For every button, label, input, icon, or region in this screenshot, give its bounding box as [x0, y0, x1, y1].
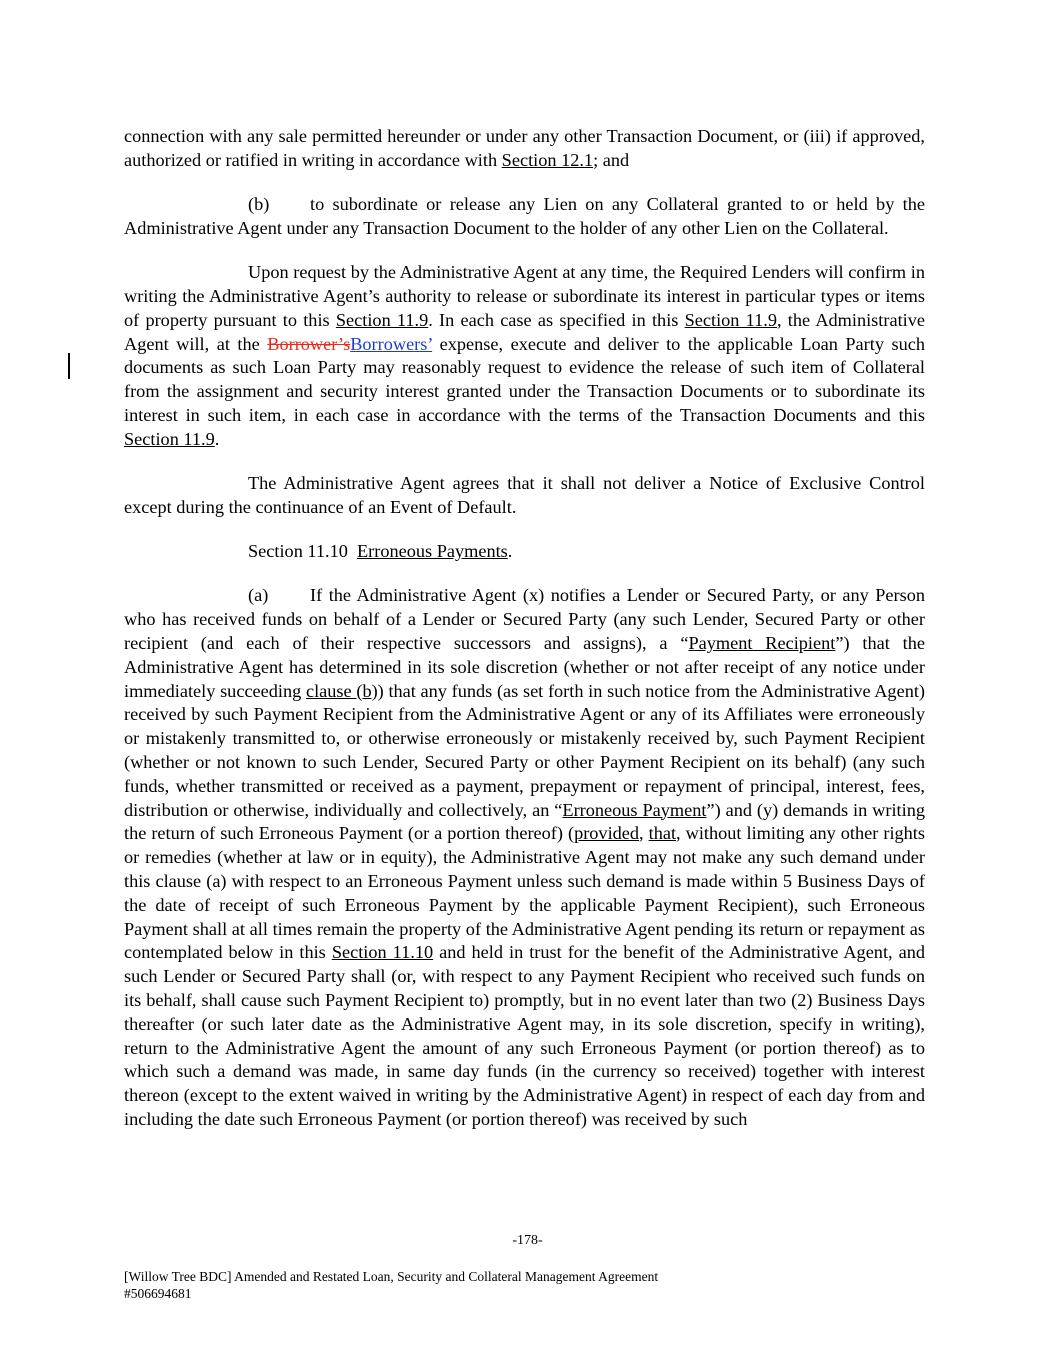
defined-term: Erroneous Payment — [562, 799, 707, 820]
revision-change-bar — [68, 353, 70, 379]
text-run: Upon request by the Administrative Agent at any time, the Required Lenders will confirm in writing the Administrative Agent’s authority to release or subordinate its interest in particular types or items of property pursuant to this — [124, 262, 925, 330]
inserted-text: Borrowers’ — [350, 333, 433, 354]
defined-term: Payment Recipient — [688, 633, 836, 654]
paragraph-notice-exclusive-control — [124, 472, 925, 520]
text-run: ; and — [593, 149, 630, 170]
text-run: . — [214, 428, 220, 449]
document-footer — [124, 1268, 658, 1302]
paragraph-clause-b — [124, 193, 925, 241]
footer-title: [Willow Tree BDC] Amended and Restated Loan, Security and Collateral Management Agreement — [124, 1269, 659, 1284]
section-reference: Section 11.9 — [124, 428, 215, 449]
section-reference: Section 11.10 — [331, 942, 434, 963]
document-body — [124, 125, 925, 1132]
section-reference: Section 12.1 — [501, 149, 594, 170]
page-number: -178- — [512, 1233, 543, 1248]
clause-reference: clause (b) — [305, 680, 378, 701]
text-run: If the Administrative Agent (x) notifies a Lender or Secured Party, or any Person who has received funds on behalf of a Lender or Secured Party (any such Lender, Secured Party or other recipient (and each of their respective successors and assigns), a “ — [124, 585, 925, 654]
footer-doc-id: #506694681 — [124, 1286, 192, 1301]
text-run: . In each case as specified in this — [428, 309, 685, 330]
proviso-term: that — [648, 823, 677, 844]
proviso-term: provided — [574, 823, 640, 844]
text-run: ”) that the Administrative Agent has determined in its sole discretion (whether or not after receipt of any notice under immediately succeeding — [124, 633, 925, 701]
text-run: The Administrative Agent agrees that it shall not deliver a Notice of Exclusive Control except during the continuance of an Event of Default. — [124, 473, 925, 517]
paragraph-clause-a — [124, 584, 925, 1131]
text-run: , the Administrative Agent will, at the — [124, 309, 925, 354]
text-run: and held in trust for the benefit of the Administrative Agent, and such Lender or Secured Party shall (or, with respect to any Payment Recipient who received such funds on its behalf, shall cause such Payment Recipient to) promptly, but in no event later than two (2) Business Days thereafter (or such later date as the Administrative Agent may, in its sole discretion, specify in writing), return to the Administrative Agent the amount of any such Erroneous Payment (or portion thereof) as to which such a demand was made, in same day funds (in the currency so received) together with interest thereon (except to the extent waived in writing by the Administrative Agent) in respect of each day from and including the date such Erroneous Payment (or portion thereof) was received by such — [124, 942, 925, 1129]
text-run: to subordinate or release any Lien on any Collateral granted to or held by the Administrative Agent under any Transaction Document to the holder of any other Lien on the Collateral. — [124, 194, 925, 238]
deleted-text: Borrower’s — [267, 333, 351, 354]
section-reference: Section 11.9 — [684, 309, 777, 330]
paragraph-continuation — [124, 125, 925, 173]
text-run: expense, execute and deliver to the applicable Loan Party such documents as such Loan Party may reasonably request to evidence the release of such item of Collateral from the assignment and security interest granted under the Transaction Documents or to subordinate its interest in such item, in each case in accordance with the terms of the Transaction Documents and this — [124, 333, 926, 425]
text-run: , without limiting any other rights or remedies (whether at law or in equity), the Administrative Agent may not make any such demand under this clause (a) with respect to an Erroneous Payment unless such demand is made within 5 Business Days of the date of receipt of such Erroneous Payment by the applicable Payment Recipient), such Erroneous Payment shall at all times remain the property of the Administrative Agent pending its return or repayment as contemplated below in this — [124, 823, 925, 963]
clause-label: (a) — [248, 585, 269, 606]
clause-label: (b) — [248, 194, 270, 215]
section-heading — [124, 540, 925, 564]
text-run: . — [507, 541, 513, 562]
section-title: Erroneous Payments — [357, 541, 508, 562]
text-run: ”) and (y) demands in writing the return of such Erroneous Payment (or a portion thereof) ( — [124, 799, 925, 844]
section-number: Section 11.10 — [248, 541, 357, 562]
section-reference: Section 11.9 — [335, 309, 429, 330]
paragraph-upon-request — [124, 261, 925, 451]
text-run: connection with any sale permitted hereunder or under any other Transaction Document, or (iii) if approved, authorized or ratified in writing in accordance with — [124, 126, 925, 170]
text-run: ) that any funds (as set forth in such notice from the Administrative Agent) received by such Payment Recipient from the Administrative Agent or any of its Affiliates were erroneously or mistakenly transmitted to, or otherwise erroneously or mistakenly received by, such Payment Recipient (whether or not known to such Lender, Secured Party or other Payment Recipient on its behalf) (any such funds, whether transmitted or received as a payment, prepayment or repayment of principal, interest, fees, distribution or otherwise, individually and collectively, an “ — [124, 680, 925, 820]
text-run: , — [639, 823, 649, 844]
